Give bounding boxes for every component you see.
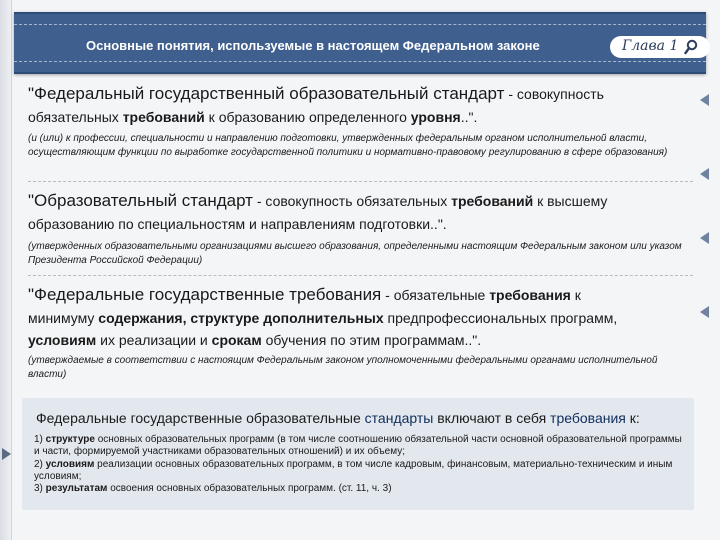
- definition-fgt: [28, 284, 693, 351]
- chapter-search-box[interactable]: [610, 36, 710, 58]
- item-text: освоения основных образовательных программ. (ст. 11, ч. 3): [107, 483, 392, 495]
- keyword: требования: [550, 410, 626, 426]
- keyword: срокам: [211, 332, 262, 348]
- definition-text: предпрофессиональных программ,: [383, 310, 618, 326]
- item-text: реализации основных образовательных программ, в том числе кадровым, финансовым, материально-техническим и иным условиям;: [34, 458, 673, 482]
- item-number: 1): [34, 434, 46, 445]
- requirements-list: [34, 434, 684, 495]
- keyword: уровня: [410, 109, 461, 125]
- item-text: основных образовательных программ (в том числе соотношению обязательной части основной образовательной программы и части, формируемой участниками образовательных отношений) и их объему;: [34, 434, 682, 458]
- panel-text: к:: [625, 410, 640, 426]
- definition-text: к образованию определенного: [204, 109, 411, 125]
- definition-text: минимуму: [28, 310, 99, 326]
- term: "Образовательный стандарт: [28, 191, 253, 210]
- play-arrow-icon[interactable]: [2, 448, 11, 460]
- standards-panel: [22, 398, 694, 510]
- definition-text: к: [570, 287, 581, 303]
- keyword: условиям: [45, 458, 95, 470]
- definition-text: образованию по специальностям и направлениям подготовки..".: [28, 216, 447, 232]
- divider: [28, 181, 693, 182]
- nav-arrow-icon[interactable]: [700, 168, 709, 180]
- keyword: требований: [122, 109, 205, 125]
- keyword: требования: [489, 287, 571, 303]
- definition-note: (и (или) к профессии, специальности и направлению подготовки, утвержденных федеральным органом исполнительной власти, осуществляющим функции по выработке государственной политики и нормативно-правовому регулированию в сфере образования): [28, 133, 668, 158]
- definition-text: их реализации и: [96, 332, 212, 348]
- item-number: 2): [34, 458, 46, 470]
- term: "Федеральный государственный образовательный стандарт: [28, 84, 505, 103]
- definition-text: обучения по этим программам..".: [261, 332, 482, 348]
- definition-text: - обязательные: [381, 287, 490, 303]
- nav-arrow-icon[interactable]: [700, 306, 709, 318]
- list-item: [34, 434, 684, 459]
- list-item: [34, 459, 684, 484]
- keyword: требований: [451, 193, 534, 209]
- term: "Федеральные государственные требования: [28, 285, 382, 304]
- panel-lead: [36, 410, 686, 426]
- definition-note: (утверждаемые в соответствии с настоящим Федеральным законом уполномоченными федеральными органами исполнительной власти): [28, 355, 658, 380]
- definition-text: к высшему: [533, 193, 608, 209]
- panel-text: включают в себя: [433, 410, 551, 426]
- panel-text: Федеральные государственные образовательные: [36, 410, 365, 426]
- keyword: структуре: [45, 434, 95, 445]
- header-banner: [14, 12, 706, 74]
- definition-text: ..".: [460, 109, 478, 125]
- divider: [28, 275, 693, 276]
- keyword: условиям: [28, 332, 97, 348]
- keyword: стандарты: [364, 410, 434, 426]
- chapter-label: Глава 1: [622, 38, 679, 54]
- definition-text: обязательных: [28, 109, 123, 125]
- nav-arrow-icon[interactable]: [700, 232, 709, 244]
- page-title: Основные понятия, используемые в настоящем Федеральном законе: [86, 38, 540, 53]
- definition-text: - совокупность обязательных: [252, 193, 452, 209]
- definition-fgos: [28, 83, 693, 128]
- nav-arrow-icon[interactable]: [700, 94, 709, 106]
- definition-note: (утвержденных образовательными организациями высшего образования, определенными настоящим Федеральным законом или указом Президента Российской Федерации): [28, 241, 682, 266]
- list-item: [34, 483, 684, 495]
- definition-text: - совокупность: [504, 86, 604, 102]
- keyword: результатам: [45, 483, 108, 495]
- keyword: содержания, структуре дополнительных: [98, 310, 384, 326]
- definition-os: [28, 190, 693, 235]
- item-number: 3): [34, 483, 46, 495]
- search-icon[interactable]: [684, 39, 698, 55]
